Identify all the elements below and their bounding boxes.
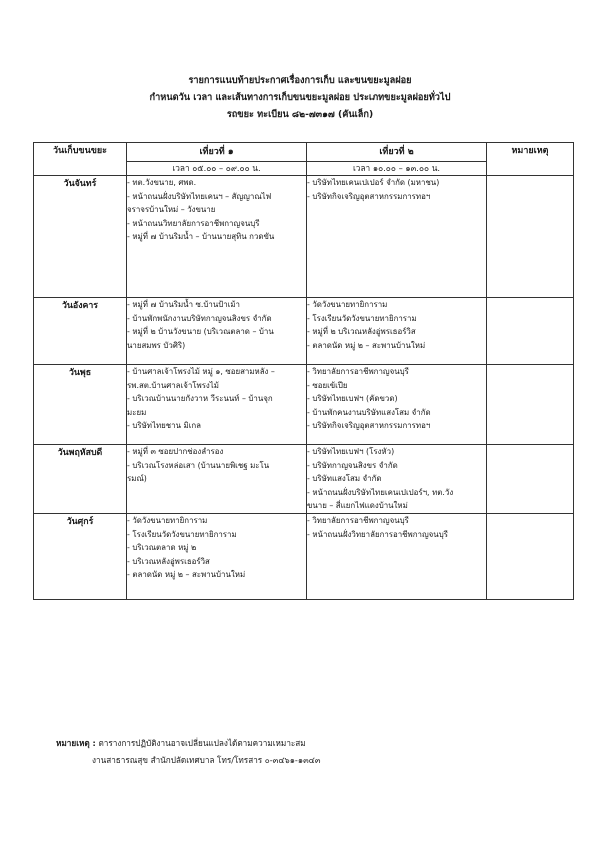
schedule-body: [34, 176, 574, 600]
trip-2-cell: [307, 176, 487, 298]
header-line-1: รายการแนบท้ายประกาศเรื่องการเก็บ และขนขยะมูลฝอย: [188, 75, 412, 86]
header-trip-1: [127, 143, 307, 176]
list-item: รพ.สต.บ้านศาลเจ้าโพรงไม้: [127, 380, 219, 390]
day-cell: วันพฤหัสบดี: [34, 445, 127, 514]
list-item: - หน้าถนนฝั่งบริษัทไทยเคนฯ – สัญญาณไฟ: [127, 191, 272, 201]
trip-1-cell: [127, 365, 307, 445]
list-item: - บริษัทไทยเบฟฯ (คัดขวด): [307, 394, 398, 404]
trip-2-cell: [307, 365, 487, 445]
table-row: [34, 445, 574, 514]
table-row: [34, 298, 574, 365]
table-row: [34, 514, 574, 600]
footer-note: [56, 735, 320, 769]
list-item: - โรงเรียนวัดวังขนายทายิการาม: [127, 529, 237, 539]
header-trip-2-title: เที่ยวที่ ๒: [307, 143, 486, 162]
header-trip-2-time: เวลา ๑๐.๐๐ – ๑๓.๐๐ น.: [352, 163, 441, 173]
day-cell: วันอังคาร: [34, 298, 127, 365]
list-item: - บริเวณตลาด หมู่ ๒: [127, 543, 197, 553]
list-item: - ซอยเข้เปีย: [307, 380, 348, 390]
trip-2-cell: [307, 514, 487, 600]
footer-row-1: [56, 735, 320, 752]
trip-1-cell: [127, 298, 307, 365]
day-cell: วันจันทร์: [34, 176, 127, 298]
trip-1-cell: [127, 445, 307, 514]
list-item: - บ้านพักคนงานบริษัทแสงโสม จำกัด: [307, 407, 431, 417]
list-item: - หน้าถนนฝั่งวิทยาลัยการอาชีพกาญจนบุรี: [307, 529, 448, 539]
trip-1-cell: [127, 176, 307, 298]
header-trip-1-time: เวลา ๐๕.๐๐ – ๐๙.๐๐ น.: [172, 163, 261, 173]
list-item: - บริษัทกิจเจริญอุตสาหกรรมการทอฯ: [307, 421, 431, 431]
note-cell: [487, 445, 574, 514]
note-cell: [487, 298, 574, 365]
table-header-row: [34, 143, 574, 176]
list-item: ขนาย – สี่แยกไฟแดงบ้านใหม่: [307, 501, 408, 511]
trip-1-cell: [127, 514, 307, 600]
header-line-3: รถขยะ ทะเบียน ๘๒-๗๓๑๗ (คันเล็ก): [226, 109, 374, 120]
list-item: - บริเวณบ้านนายกังวาห วีระนนท์ – บ้านจุก: [127, 394, 273, 404]
footer-line-2: งานสาธารณสุข สำนักปลัดเทศบาล โทร/โทรสาร ๐-๓๔๖๑-๑๓๔๓: [92, 755, 321, 765]
list-item: - หมู่ที่ ๒ บ้านวังขนาย (บริเวณตลาด – บ้าน: [127, 327, 274, 337]
list-item: - วิทยาลัยการอาชีพกาญจนบุรี: [307, 367, 409, 376]
list-item: - หน้าถนนฝั่งบริษัทไทยเคนเปเปอร์ฯ, ทต.วัง: [307, 487, 454, 497]
header-day: วันเก็บขนขยะ: [34, 143, 127, 176]
list-item: - บริษัทแสงโสม จำกัด: [307, 474, 382, 484]
list-item: - หมู่ที่ ๒ บริเวณหลังอู่พรเธอร์วิส: [307, 327, 416, 337]
list-item: - บริเวณหลังอู่พรเธอร์วิส: [127, 556, 210, 566]
list-item: รมณ์): [127, 474, 147, 484]
list-item: - ทต.วังขนาย, ศพด.: [127, 178, 197, 187]
list-item: - วัดวังขนายทายิการาม: [127, 516, 208, 525]
list-item: - ตลาดนัด หมู่ ๒ – สะพานบ้านใหม่: [127, 570, 246, 580]
trip-2-cell: [307, 298, 487, 365]
trip-2-cell: [307, 445, 487, 514]
list-item: - บ้านศาลเจ้าโพรงไม้ หมู่ ๑, ซอยสามหลัง –: [127, 367, 275, 376]
list-item: - วัดวังขนายทายิการาม: [307, 300, 388, 309]
note-cell: [487, 514, 574, 600]
list-item: - บริษัทไทยเบฟฯ (โรงหัว): [307, 447, 395, 456]
table-row: [34, 176, 574, 298]
list-item: มะยม: [127, 407, 147, 417]
list-item: - วิทยาลัยการอาชีพกาญจนบุรี: [307, 516, 409, 525]
document-header: [0, 72, 600, 123]
list-item: - ตลาดนัด หมู่ ๒ – สะพานบ้านใหม่: [307, 340, 426, 350]
header-trip-1-title: เที่ยวที่ ๑: [127, 143, 306, 162]
list-item: - บริเวณโรงหล่อเสา (บ้านนายพิเชฐ มะโน: [127, 460, 270, 470]
schedule-table: [33, 142, 574, 600]
table-row: [34, 365, 574, 445]
header-trip-2: [307, 143, 487, 176]
day-cell: วันศุกร์: [34, 514, 127, 600]
list-item: - บริษัทกิจเจริญอุตสาหกรรมการทอฯ: [307, 191, 431, 201]
list-item: - หมู่ที่ ๗ บ้านริมน้ำ – บ้านนายสุทิน กวดขัน: [127, 232, 275, 242]
list-item: - หมู่ที่ ๗ บ้านริมน้ำ ซ.บ้านป้าเม้า: [127, 300, 240, 309]
note-cell: [487, 365, 574, 445]
list-item: - หมู่ที่ ๓ ซอยปากช่องลำรอง: [127, 447, 224, 456]
day-cell: วันพุธ: [34, 365, 127, 445]
list-item: - บ้านพักพนักงานบริษัทกาญจนสิงขร จำกัด: [127, 313, 272, 323]
list-item: - หน้าถนนวิทยาลัยการอาชีพกาญจนบุรี: [127, 218, 260, 228]
list-item: - บริษัทไทยเคนเปเปอร์ จำกัด (มหาชน): [307, 178, 440, 187]
footer-label: หมายเหตุ :: [56, 738, 96, 748]
header-note: หมายเหตุ: [487, 143, 574, 176]
header-line-2: กำหนดวัน เวลา และเส้นทางการเก็บขนขยะมูลฝอย ประเภทขยะมูลฝอยทั่วไป: [149, 92, 451, 103]
list-item: จราจรบ้านใหม่ – วังขนาย: [127, 205, 216, 215]
footer-line-1: ตารางการปฏิบัติงานอาจเปลี่ยนแปลงได้ตามความเหมาะสม: [98, 738, 306, 748]
list-item: - โรงเรียนวัดวังขนายทายิการาม: [307, 313, 417, 323]
list-item: - บริษัทไทยชาน มิเกล: [127, 421, 201, 431]
note-cell: [487, 176, 574, 298]
list-item: นายสมพร บัวศิริ): [127, 340, 186, 350]
list-item: - บริษัทกาญจนสิงขร จำกัด: [307, 460, 398, 470]
